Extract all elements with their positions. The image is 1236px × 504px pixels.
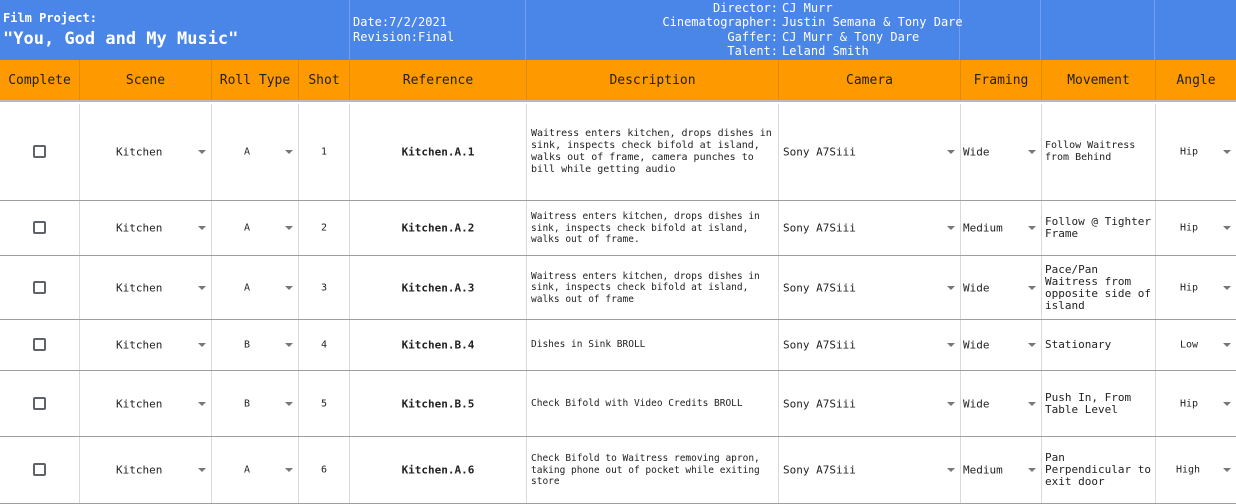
movement-text: Stationary [1045,338,1112,351]
crew-name-talent: Leland Smith [782,44,869,58]
framing-dropdown[interactable] [961,201,1042,255]
movement-cell[interactable] [1042,320,1156,370]
complete-cell[interactable] [0,201,80,255]
movement-cell[interactable] [1042,371,1156,436]
dropdown-arrow-icon[interactable] [1223,343,1231,347]
table-row [0,320,1236,371]
angle-dropdown[interactable] [1156,437,1236,503]
roll-type-dropdown[interactable] [212,256,299,319]
movement-cell[interactable] [1042,104,1156,200]
crew-roles [478,0,778,60]
crew-names [782,0,1042,60]
shot-number: 3 [320,282,328,293]
shot-number: 1 [320,146,328,158]
framing-value: Wide [963,338,990,352]
camera-value: Sony A7Siii [783,221,856,235]
dropdown-arrow-icon[interactable] [1028,468,1036,472]
dropdown-arrow-icon[interactable] [198,286,206,290]
roll-type-dropdown[interactable] [212,371,299,436]
framing-dropdown[interactable] [961,104,1042,200]
framing-value: Wide [963,397,990,410]
reference-cell[interactable] [350,256,527,319]
framing-dropdown[interactable] [961,437,1042,503]
crew-role-director: Director: [712,1,778,15]
col-header-movement[interactable]: Movement [1042,60,1156,100]
dropdown-arrow-icon[interactable] [947,150,955,154]
crew-name-gaffer: CJ Murr & Tony Dare [782,30,920,44]
crew-role-gaffer: Gaffer: [727,30,778,44]
angle-value: High [1176,464,1201,476]
angle-dropdown[interactable] [1156,104,1236,200]
reference-value: Kitchen.A.6 [401,463,475,477]
angle-dropdown[interactable] [1156,201,1236,255]
angle-value: Hip [1180,398,1199,409]
scene-value: Kitchen [116,397,163,410]
roll-type-value: A [244,222,251,234]
description-cell[interactable] [527,320,779,370]
framing-dropdown[interactable] [961,320,1042,370]
col-header-scene[interactable]: Scene [80,60,212,100]
description-text: Waitress enters kitchen, drops dishes in sink, inspects check bifold at island, walks out of frame. [531,210,760,245]
roll-type-value: A [244,146,251,158]
reference-value: Kitchen.A.3 [401,281,475,294]
camera-value: Sony A7Siii [783,397,856,410]
description-cell[interactable] [527,256,779,319]
reference-value: Kitchen.A.2 [401,221,475,235]
scene-dropdown[interactable] [80,256,212,319]
angle-dropdown[interactable] [1156,371,1236,436]
col-header-angle[interactable]: Angle [1176,73,1216,88]
project-date: Date:7/2/2021 [353,15,447,29]
dropdown-arrow-icon[interactable] [1223,402,1231,406]
description-text: Check Bifold to Waitress removing apron, taking phone out of pocket while exiting store [531,452,760,487]
description-cell[interactable] [527,437,779,503]
shot-cell[interactable] [299,256,350,319]
scene-dropdown[interactable] [80,201,212,255]
col-header-reference[interactable]: Reference [350,60,527,100]
complete-checkbox[interactable] [33,338,46,351]
col-header-camera[interactable]: Camera [779,60,961,100]
shot-cell[interactable] [299,437,350,503]
complete-cell[interactable] [0,371,80,436]
roll-type-dropdown[interactable] [212,437,299,503]
camera-dropdown[interactable] [779,256,961,319]
angle-value: Hip [1180,222,1199,234]
complete-checkbox[interactable] [33,145,46,158]
crew-role-talent: Talent: [727,44,778,58]
complete-checkbox[interactable] [33,281,46,294]
movement-text: Push In, From Table Level [1045,390,1132,416]
dropdown-arrow-icon[interactable] [1028,402,1036,406]
dropdown-arrow-icon[interactable] [1028,286,1036,290]
description-text: Dishes in Sink BROLL [531,339,646,350]
framing-dropdown[interactable] [961,371,1042,436]
dropdown-arrow-icon[interactable] [285,286,293,290]
camera-dropdown[interactable] [779,320,961,370]
table-row [0,201,1236,256]
shot-cell[interactable] [299,320,350,370]
table-row [0,104,1236,201]
dropdown-arrow-icon[interactable] [198,468,206,472]
crew-name-cinematographer: Justin Semana & Tony Dare [782,15,963,29]
dropdown-arrow-icon[interactable] [947,468,955,472]
table-row [0,437,1236,504]
roll-type-value: B [244,339,251,351]
scene-dropdown[interactable] [80,320,212,370]
roll-type-dropdown[interactable] [212,320,299,370]
dropdown-arrow-icon[interactable] [198,343,206,347]
dropdown-arrow-icon[interactable] [947,343,955,347]
dropdown-arrow-icon[interactable] [198,226,206,230]
camera-dropdown[interactable] [779,201,961,255]
dropdown-arrow-icon[interactable] [947,286,955,290]
dropdown-arrow-icon[interactable] [1223,468,1231,472]
roll-type-value: B [244,398,251,409]
complete-cell[interactable] [0,256,80,319]
dropdown-arrow-icon[interactable] [1028,226,1036,230]
table-row [0,256,1236,320]
movement-text: Pace/Pan Waitress from opposite side of island [1045,262,1151,312]
movement-cell[interactable] [1042,201,1156,255]
scene-value: Kitchen [116,221,163,235]
description-cell[interactable] [527,201,779,255]
movement-text: Pan Perpendicular to exit door [1045,451,1151,488]
col-header-complete[interactable]: Complete [0,60,80,100]
angle-value: Hip [1180,146,1199,158]
roll-type-dropdown[interactable] [212,104,299,200]
dropdown-arrow-icon[interactable] [947,402,955,406]
roll-type-dropdown[interactable] [212,201,299,255]
complete-checkbox[interactable] [33,221,46,234]
description-cell[interactable] [527,104,779,200]
camera-value: Sony A7Siii [783,281,856,294]
shot-cell[interactable] [299,104,350,200]
angle-value: Low [1180,339,1199,351]
shot-number: 2 [320,222,328,234]
scene-value: Kitchen [116,281,163,294]
crew-role-cinematographer: Cinematographer: [662,15,778,29]
column-header-row [0,60,1236,102]
reference-value: Kitchen.B.4 [401,338,475,352]
dropdown-arrow-icon[interactable] [198,150,206,154]
project-revision: Revision:Final [353,30,455,44]
dropdown-arrow-icon[interactable] [1223,226,1231,230]
shot-cell[interactable] [299,371,350,436]
reference-cell[interactable] [350,437,527,503]
camera-value: Sony A7Siii [783,463,856,477]
dropdown-arrow-icon[interactable] [285,150,293,154]
dropdown-arrow-icon[interactable] [1223,286,1231,290]
col-header-shot[interactable]: Shot [299,60,350,100]
complete-checkbox[interactable] [33,397,46,410]
shot-number: 5 [320,398,328,409]
description-text: Waitress enters kitchen, drops dishes in sink, inspects check bifold at island, walks out of frame [531,270,760,305]
reference-value: Kitchen.B.5 [401,397,475,410]
description-cell[interactable] [527,371,779,436]
crew-name-director: CJ Murr [782,1,833,15]
framing-dropdown[interactable] [961,256,1042,319]
angle-dropdown[interactable] [1156,256,1236,319]
angle-value: Hip [1180,282,1199,293]
shot-number: 6 [320,464,328,476]
col-header-roll-type[interactable]: Roll Type [212,60,299,100]
framing-value: Medium [963,463,1003,477]
scene-dropdown[interactable] [80,104,212,200]
scene-value: Kitchen [116,338,163,352]
complete-cell[interactable] [0,320,80,370]
camera-dropdown[interactable] [779,437,961,503]
movement-text: Follow @ Tighter Frame [1045,215,1151,240]
camera-dropdown[interactable] [779,104,961,200]
scene-value: Kitchen [116,463,163,477]
scene-dropdown[interactable] [80,371,212,436]
table-row [0,371,1236,437]
camera-value: Sony A7Siii [783,145,856,159]
dropdown-arrow-icon[interactable] [285,468,293,472]
movement-cell[interactable] [1042,437,1156,503]
reference-cell[interactable] [350,320,527,370]
angle-dropdown[interactable] [1156,320,1236,370]
dropdown-arrow-icon[interactable] [1223,150,1231,154]
project-header [0,0,1236,60]
complete-cell[interactable] [0,437,80,503]
blank-header-cell[interactable] [1041,0,1155,60]
scene-dropdown[interactable] [80,437,212,503]
reference-cell[interactable] [350,201,527,255]
framing-value: Medium [963,221,1003,235]
col-header-description[interactable]: Description [527,60,779,100]
scene-value: Kitchen [116,145,163,159]
movement-text: Follow Waitress from Behind [1045,140,1136,163]
camera-value: Sony A7Siii [783,338,856,352]
dropdown-arrow-icon[interactable] [1028,150,1036,154]
framing-value: Wide [963,281,990,294]
complete-cell[interactable] [0,104,80,200]
complete-checkbox[interactable] [33,463,46,476]
dropdown-arrow-icon[interactable] [198,402,206,406]
dropdown-arrow-icon[interactable] [285,343,293,347]
shot-cell[interactable] [299,201,350,255]
dropdown-arrow-icon[interactable] [1028,343,1036,347]
reference-cell[interactable] [350,371,527,436]
col-header-framing[interactable]: Framing [961,60,1042,100]
reference-value: Kitchen.A.1 [401,145,475,159]
dropdown-arrow-icon[interactable] [285,226,293,230]
dropdown-arrow-icon[interactable] [947,226,955,230]
camera-dropdown[interactable] [779,371,961,436]
framing-value: Wide [963,145,990,159]
roll-type-value: A [244,282,251,293]
project-label: Film Project: [3,11,97,25]
reference-cell[interactable] [350,104,527,200]
shot-number: 4 [320,339,328,351]
description-text: Waitress enters kitchen, drops dishes in sink, inspects check bifold at island, walks out of frame, camera punches to bill while getting audio [531,128,772,175]
description-text: Check Bifold with Video Credits BROLL [531,397,743,409]
dropdown-arrow-icon[interactable] [285,402,293,406]
movement-cell[interactable] [1042,256,1156,319]
project-title: "You, God and My Music" [3,29,239,49]
roll-type-value: A [244,464,251,476]
